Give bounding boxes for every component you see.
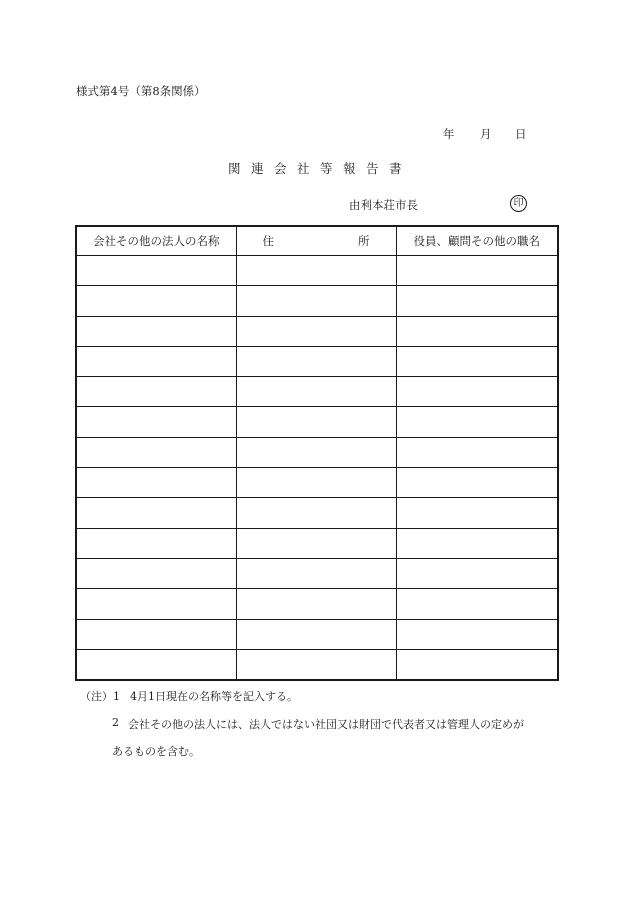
officer-cell[interactable] bbox=[396, 346, 558, 376]
date-day-label: 日 bbox=[515, 127, 527, 141]
name-cell[interactable] bbox=[76, 468, 236, 498]
column-header-officer: 役員、顧問その他の職名 bbox=[396, 226, 558, 256]
address-cell[interactable] bbox=[236, 316, 396, 346]
officer-cell[interactable] bbox=[396, 377, 558, 407]
address-cell[interactable] bbox=[236, 468, 396, 498]
date-line bbox=[0, 126, 630, 142]
note1-text: 4月1日現在の名称等を記入する。 bbox=[130, 690, 298, 703]
note1-prefix: （注）1 bbox=[80, 690, 120, 703]
name-cell[interactable] bbox=[76, 286, 236, 316]
name-cell[interactable] bbox=[76, 316, 236, 346]
officer-cell[interactable] bbox=[396, 558, 558, 588]
table-row bbox=[76, 256, 558, 286]
name-cell[interactable] bbox=[76, 528, 236, 558]
date-month-label: 月 bbox=[480, 127, 492, 141]
name-cell[interactable] bbox=[76, 437, 236, 467]
table-row bbox=[76, 437, 558, 467]
column-header-address-left: 住 bbox=[262, 234, 274, 248]
officer-cell[interactable] bbox=[396, 437, 558, 467]
address-cell[interactable] bbox=[236, 619, 396, 649]
table-row bbox=[76, 286, 558, 316]
table-row bbox=[76, 407, 558, 437]
name-cell[interactable] bbox=[76, 619, 236, 649]
table-row bbox=[76, 316, 558, 346]
name-cell[interactable] bbox=[76, 558, 236, 588]
table-row bbox=[76, 558, 558, 588]
column-header-name: 会社その他の法人の名称 bbox=[76, 226, 236, 256]
officer-cell[interactable] bbox=[396, 407, 558, 437]
report-table bbox=[75, 225, 559, 681]
officer-cell[interactable] bbox=[396, 468, 558, 498]
officer-cell[interactable] bbox=[396, 316, 558, 346]
seal-mark-icon: 印 bbox=[510, 195, 527, 212]
officer-cell[interactable] bbox=[396, 589, 558, 619]
table-row bbox=[76, 589, 558, 619]
note2-number: 2 bbox=[112, 716, 119, 729]
name-cell[interactable] bbox=[76, 649, 236, 680]
address-cell[interactable] bbox=[236, 377, 396, 407]
address-cell[interactable] bbox=[236, 558, 396, 588]
table-row bbox=[76, 346, 558, 376]
name-cell[interactable] bbox=[76, 498, 236, 528]
address-cell[interactable] bbox=[236, 346, 396, 376]
table-row bbox=[76, 528, 558, 558]
document-title: 関連会社等報告書 bbox=[228, 161, 413, 176]
table-row bbox=[76, 498, 558, 528]
officer-cell[interactable] bbox=[396, 498, 558, 528]
table-header-row bbox=[76, 226, 558, 256]
note2-text: 会社その他の法人には、法人ではない社団又は財団で代表者又は管理人の定めが bbox=[128, 718, 524, 731]
addressee: 由利本荘市長 bbox=[349, 198, 418, 212]
name-cell[interactable] bbox=[76, 377, 236, 407]
column-header-address bbox=[236, 226, 396, 256]
name-cell[interactable] bbox=[76, 256, 236, 286]
officer-cell[interactable] bbox=[396, 649, 558, 680]
address-cell[interactable] bbox=[236, 286, 396, 316]
table-row bbox=[76, 377, 558, 407]
officer-cell[interactable] bbox=[396, 528, 558, 558]
date-year-label: 年 bbox=[443, 127, 455, 141]
table-body bbox=[76, 256, 558, 681]
officer-cell[interactable] bbox=[396, 619, 558, 649]
name-cell[interactable] bbox=[76, 407, 236, 437]
address-cell[interactable] bbox=[236, 407, 396, 437]
table-row bbox=[76, 649, 558, 680]
address-cell[interactable] bbox=[236, 649, 396, 680]
address-cell[interactable] bbox=[236, 589, 396, 619]
name-cell[interactable] bbox=[76, 346, 236, 376]
name-cell[interactable] bbox=[76, 589, 236, 619]
address-cell[interactable] bbox=[236, 528, 396, 558]
note2-continuation: あるものを含む。 bbox=[112, 745, 200, 758]
column-header-address-right: 所 bbox=[358, 234, 370, 248]
officer-cell[interactable] bbox=[396, 286, 558, 316]
officer-cell[interactable] bbox=[396, 256, 558, 286]
address-cell[interactable] bbox=[236, 498, 396, 528]
address-cell[interactable] bbox=[236, 437, 396, 467]
table-row bbox=[76, 619, 558, 649]
table-row bbox=[76, 468, 558, 498]
form-number: 様式第4号（第8条関係） bbox=[76, 84, 206, 98]
address-cell[interactable] bbox=[236, 256, 396, 286]
